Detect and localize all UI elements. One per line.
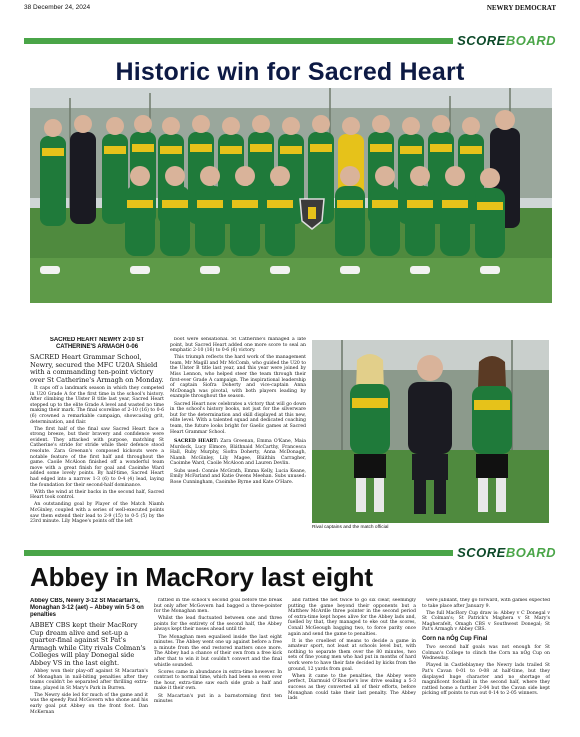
subs-list: Subs used: Connie McGrath, Emma Kelly, Lucia Keane, Emily McFarland and Katie Owens Meehan. Subs unused: Rose Cunningham, Caoimhe Byrne and Kate O'Hare. xyxy=(170,468,306,485)
story2-paragraph: Abbey won their play-off against St Macartan's of Monaghan in nail-biting penalties after they teams couldn't be separated after thrilling extra-time, played in St Mary's Park in Burren. xyxy=(30,669,148,691)
story1-subhead: SACRED HEART NEWRY 2-10 ST CATHERINE'S ARMAGH 0-06 xyxy=(49,337,145,350)
captains-photo xyxy=(312,340,549,523)
section-bar-bottom xyxy=(24,545,556,560)
story2-column-2 xyxy=(154,598,282,734)
story2-paragraph: and rattled the net twice to go six clear, seemingly putting the game beyond their opponents but a Matthew McArdle three pointer in the second period of extra-time kept hopes alive for the Abbey lads and, fuelled by that, they managed to eke out the scores, Conall McGeough bagging two, to force parity once again and send the game to penalties. xyxy=(288,598,416,637)
story2-paragraph: It is the cruellest of means to decide a game in amateur sport, not least at schools level but, with nothing to separate them over the 80 minutes, two sets of fine young men who had put in months of hard work were to have their fate decided by kicks from the ground, 12 yards from goal. xyxy=(288,638,416,672)
story1-paragraph: An outstanding goal by Player of the Match Niamh McGinley, coupled with a series of well-executed points saw them extend their lead to 2-9 (15) to 0-5 (5) by the 23rd minute. Lily Magee's points off the left xyxy=(30,502,164,525)
story2-paragraph: The Newry side led for much of the game and it was the speedy Paul McGovern who shone and his early goal put Abbey on the front foot. Dan McKernan xyxy=(30,692,148,715)
story2-paragraph: were jubilant, they go forward, with games expected to take place after January 9. xyxy=(422,598,550,609)
publication-name: NEWRY DEMOCRAT xyxy=(486,3,556,12)
story1-paragraph: It caps off a landmark season in which they competed in U20 Grade A for the first time in the school's history. After climbing the Ulster B title last year, Sacred Heart stepped up to the elite Grade A level and wasted no time making their mark. The final scoreline of 2-10 (16) to 0-6 (6) crowned a remarkable campaign, showcasing grit, determination, and flair. xyxy=(30,386,164,425)
story2-column-1 xyxy=(30,598,148,734)
section-label: SCOREBOARD xyxy=(457,33,556,48)
story1-paragraph: This triumph reflects the hard work of the management team, Mr Magill and Mr McComb, who guided the U20 to the Ulster B title last year, and this year were joined by Miss Lennon, who helped steer the team through their first-ever Grade A campaign. The inspirational leadership of captain Siofra Doherty and vice-captain Anna McDonagh was pivotal, with both players leading by example throughout the season. xyxy=(170,355,306,400)
section-bar-top xyxy=(24,33,556,48)
story2-headline: Abbey in MacRory last eight xyxy=(30,562,373,592)
story2-paragraph: Scores came in abundance in extra-time however. In contrast to normal time, which had been so even over the hour, extra-time saw each side grab a half and make it their own. xyxy=(154,669,282,692)
cup-final-subhead: Corn na nÓg Cup Final xyxy=(422,636,488,643)
section-label: SCOREBOARD xyxy=(457,545,556,560)
squad-list: SACRED HEART: Zara Greenan, Emma O'Kane, Maia Murdock, Lucy Elmore, Bláthnaid McCarthy, Francesca Hall, Ruby Murphy, Siofra Doherty, Anna McDonagh, Niamh McGinley, Lily Magee, Bláithín Carragher, Caoimhe Ward, Caoile McAloon and Lauren Devlin. xyxy=(170,439,306,467)
story2-paragraph: rattled in the school's second goal before the break but only after McGovern had bagged a three-pointer for the Monaghan men. xyxy=(154,598,282,615)
story1-paragraph: Sacred Heart now celebrates a victory that will go down in the school's history books, not just for the silverware but for the determination and skill displayed at this new, elite level. With a talented squad and dedicated coaching team, the future looks bright for Gaelic games at Sacred Heart Grammar School. xyxy=(170,401,306,435)
story1-paragraph: The first half of the final saw Sacred Heart face a strong breeze, but their bravery and confidence were evident. They attacked with purpose, matching St Catherine's stride for stride while their defence stood resolute. Zara Greenan's composed kickouts were a notable feature of the first half and throughout the game. Caoile McAloon finished off a wonderful team move with a great finish for goal and Caoimhe Ward added some lovely points. By half-time, Sacred Heart had edged into a narrow 1-3 (6) to 0-4 (4) lead, laying the foundation for their second-half dominance. xyxy=(30,426,164,488)
story2-paragraph: Two second half goals was not enough for St Colman's College to clinch the Corn na nÓg Cup on Wednesday. xyxy=(422,645,550,662)
story1-column-2 xyxy=(170,337,306,555)
story2-paragraph: When it came to the penalties, the Abbey were perfect, Diarmuid O'Rourke's low drive sealing a 5-3 success as they converted all of their efforts, before Monaghan could take their last penalty. The Abbey lads xyxy=(288,673,416,702)
team-photo xyxy=(30,88,552,303)
story2-paragraph: The full MacRory Cup draw is: Abbey v C Donegal v St Colman's; St Patrick's Maghera v St Mary's Magherafelt, Omagh CBS v Southwest Donegal; St Pat's Armagh v Abbey CBS. xyxy=(422,610,550,633)
story2-paragraph: Whilst the lead fluctuated between one and three points for the entirety of the second half, the Abbey always kept their noses ahead until the xyxy=(154,616,282,633)
section-rule xyxy=(24,38,453,44)
story1-paragraph: boot were sensational. St Catherine's managed a late point, but Sacred Heart added one more score to seal an emphatic 2-10 (16) to 0-6 (6) victory. xyxy=(170,337,306,354)
story2-paragraph: St Macartan's put in a barnstorming first ten minutes xyxy=(154,693,282,705)
story2-subhead: Abbey CBS, Newry 3-12 St Macartan's, Monaghan 3-12 (aet) – Abbey win 5-3 on penalties xyxy=(30,598,144,618)
story2-paragraph: The Monaghan men equalised inside the last eight minutes. The Abbey went one up against before a free a minute from the end restored matters once more. The Abbey had a chance of their own from a free kick after that to win it but couldn't convert and the final whistle sounded. xyxy=(154,634,282,668)
story2-intro: ABBEY CBS kept their MacRory Cup dream alive and set-up a quarter-final against St Pat's Armagh while City rivals Colman's Colleges will play Donegal side Abbey VS in the last eight. xyxy=(30,621,146,667)
story2-column-4 xyxy=(422,598,550,734)
story1-headline: Historic win for Sacred Heart xyxy=(115,58,465,86)
story2-column-3 xyxy=(288,598,416,734)
photo-caption: Rival captains and the match official xyxy=(312,525,389,530)
section-rule xyxy=(24,550,453,556)
page-date: 38 December 24, 2024 xyxy=(24,4,91,11)
page-header xyxy=(24,3,556,12)
story2-paragraph: Played in Castleblayney the Newry lads trailed St Pat's Cavan 0-01 to 0-08 at half-time, but they displayed huge character and no shortage of magnificent football in the second half, where they rattled home a further 2-04 but the Cavan side kept picking off points to run out 0-14 to 2-05 winners. xyxy=(422,663,550,697)
story1-paragraph: With the wind at their backs in the second half, Sacred Heart took control. xyxy=(30,489,164,501)
story1-intro: SACRED Heart Grammar School, Newry, secured the MFC U20A Shield with a commanding ten-point victory over St Catherine's Armagh on Monday. xyxy=(30,353,164,384)
story1-column-1 xyxy=(30,337,164,555)
